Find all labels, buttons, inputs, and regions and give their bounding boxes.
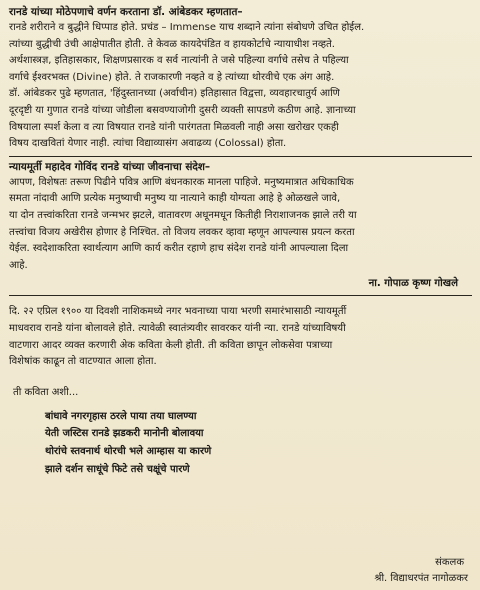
text-line: विशेषांक काढून तो वाटण्यात आला होता. (9, 356, 157, 368)
text-line: दि. २२ एप्रिल १९०० या दिवशी नाशिकमध्ये नगर भवनाच्या पाया भरणी समारंभासाठी न्यायमूर्ती (9, 306, 347, 318)
text-line: डॉ. आंबेडकर पुढे म्हणतात, 'हिंदुस्तानच्या (अर्वाचीन) इतिहासात विद्वत्ता, व्यवहारचातुर्य आणि (9, 88, 340, 100)
poem-line: थोरांचे स्तवनार्थ थोरची भले आम्हास या कारणे (45, 446, 212, 458)
poem-intro: ती कविता अशी... (13, 386, 79, 398)
divider (9, 156, 472, 157)
divider (9, 295, 472, 296)
compiler-credit (374, 555, 468, 587)
poem-line: बांधावे नगरगृहास ठरले पाया तया घालण्या (45, 410, 197, 422)
section2-author: ना. गोपाळ कृष्ण गोखले (368, 278, 458, 290)
poem (45, 408, 472, 479)
text-line: येईल. स्वदेशाकरिता स्वार्थत्याग आणि कार्य करीत रहाणे हाच संदेश रानडे यांनी आपल्याला दिला (9, 243, 349, 255)
text-line: तत्त्वांचा विजय अखेरीस होणार हे निश्चित. तो विजय लवकर व्हावा म्हणून आपल्यास प्रयत्न करता (9, 226, 355, 238)
section-ranade-message (9, 160, 472, 293)
text-line: अर्थशास्त्रज्ञ, इतिहासकार, शिक्षणप्रसारक व सर्व नात्यांनी ते जसे पहिल्या वर्गाचे तसेच ते पहिल्या (9, 55, 349, 67)
compiler-name: श्री. विद्याधरपंत नागोळकर (374, 573, 468, 584)
poem-line: येती जस्टिस रानडे झडकरी मानोनी बोलावया (45, 428, 204, 440)
section1-heading: रानडे यांच्या मोठेपणाचे वर्णन करताना डॉ. आंबेडकर म्हणतात– (9, 6, 243, 18)
section1-body (9, 20, 472, 153)
text-line: दूरदृष्टी या गुणात रानडे यांच्या जोडीला बसवण्याजोगी दुसरी व्यक्ती सापडणे कठीण आहे. ज्ञानाच्या (9, 104, 356, 116)
text-line: आहे. (9, 259, 28, 271)
text-line: समता नांदावी आणि प्रत्येक मनुष्याची मनुष्य या नात्याने काही योग्यता आहे हे ओळखले जावे, (9, 193, 341, 205)
poem-line: झाले दर्शन साधूंचे फिटे तसे चक्षूंचे पारणे (45, 464, 190, 476)
section-savarkar-poem (9, 304, 472, 479)
text-line: रानडे शरीराने व बुद्धीने धिप्पाड होते. प्रचंड – Immense याच शब्दाने त्यांना संबोधणे उचित होईल. (9, 22, 365, 33)
section2-body (9, 175, 472, 275)
text-line: त्यांच्या बुद्धीची उंची आक्षेपातीत होती. ते केवळ कायदेपंडित व हायकोर्टाचे न्यायाधीश नव्हते. (9, 38, 335, 50)
text-line: आपण, विशेषतः तरूण पिढीने पवित्र आणि बंधनकारक मानला पाहिजे. मनुष्यमात्रात अधिकाधिक (9, 176, 354, 188)
section2-heading: न्यायमूर्ती महादेव गोविंद रानडे यांच्या जीवनाचा संदेश– (9, 160, 211, 173)
text-line: या दोन तत्त्वांकरिता रानडे जन्मभर झटले, वातावरण अधूनमधून कितीही निराशाजनक झाले तरी या (9, 209, 357, 221)
section3-body (9, 304, 472, 370)
section-ambedkar-quote (9, 5, 472, 153)
compiler-label: संकलक (435, 557, 464, 568)
text-line: वाटणारा आदर व्यक्त करणारी अेक कविता केली होती. ती कविता छापून लोकसेवा पत्राच्या (9, 339, 333, 351)
text-line: विषयाला स्पर्श केला व त्या विषयात रानडे यांनी पारंगतता मिळवली नाही असा खरोखर एकही (9, 121, 339, 133)
text-line: माधवराव रानडे यांना बोलावले होते. त्यावेळी स्वातंत्र्यवीर सावरकर यांनी न्या. रानडे यांच्याविषयी (9, 322, 346, 334)
text-line: विषय दाखवितां येणार नाही. त्यांचा विद्याव्यासंग अवाढव्य (Colossal) होता. (9, 138, 287, 150)
text-line: वर्गाचे ईश्वरभक्त (Divine) होते. ते राजकारणी नव्हते व हे त्यांच्या थोरवीचे एक अंग आहे. (9, 71, 335, 83)
